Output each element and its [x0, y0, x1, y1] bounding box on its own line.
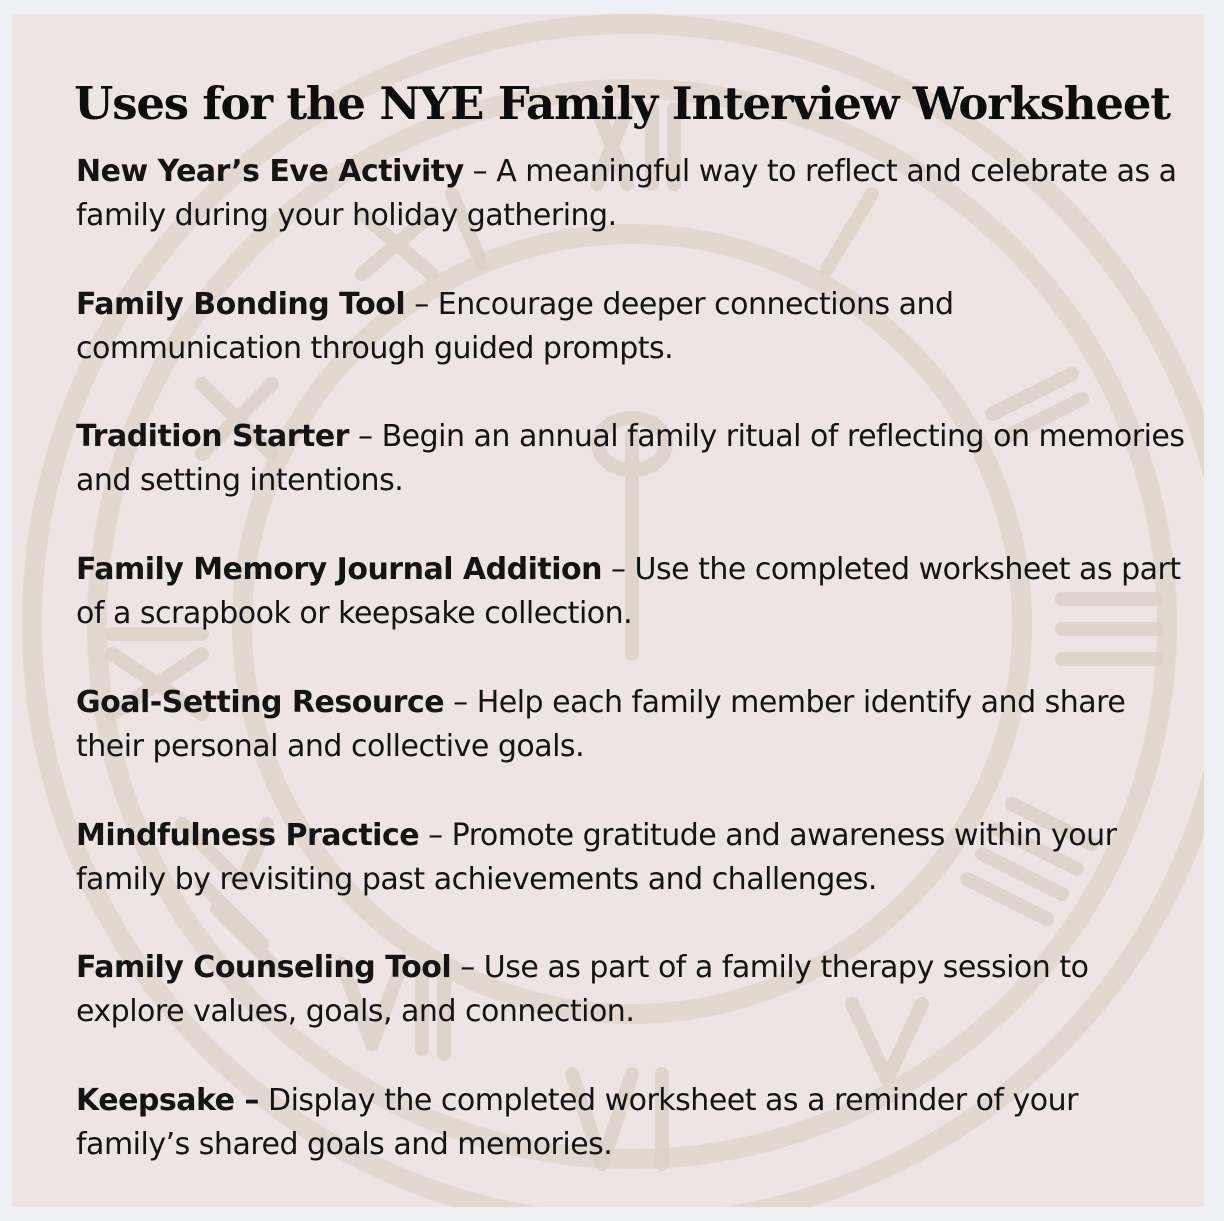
use-item-term: Mindfulness Practice: [76, 818, 420, 853]
use-item-separator: –: [451, 950, 484, 985]
use-item-term: Family Memory Journal Addition: [76, 552, 602, 587]
use-item: [76, 415, 1186, 503]
use-item: [76, 283, 1186, 371]
use-item: [76, 548, 1186, 636]
use-item-term: Family Counseling Tool: [76, 950, 452, 985]
use-item-description: Display the completed worksheet as a reminder of your family’s shared goals and memories.: [76, 1083, 1078, 1162]
use-item-term: Keepsake –: [76, 1083, 259, 1118]
use-item-separator: –: [601, 552, 635, 587]
use-item-separator: –: [405, 287, 438, 322]
use-item: [76, 150, 1186, 238]
worksheet-card: [12, 14, 1204, 1207]
use-item-description: Use the completed worksheet as part of a scrapbook or keepsake collection.: [76, 552, 1181, 631]
use-item-description: Use as part of a family therapy session to explore values, goals, and connection.: [76, 950, 1089, 1029]
use-item: [76, 681, 1186, 769]
use-item: [76, 946, 1186, 1034]
use-item-description: Begin an annual family ritual of reflecting on memories and setting intentions.: [76, 419, 1185, 498]
worksheet-content: [12, 14, 1204, 1207]
use-item-term: Family Bonding Tool: [76, 287, 406, 322]
use-item-separator: –: [463, 154, 497, 189]
use-item: [76, 1079, 1186, 1167]
use-item-description: Encourage deeper connections and communication through guided prompts.: [76, 287, 954, 366]
use-item-term: Tradition Starter: [76, 419, 349, 454]
use-item-description: Help each family member identify and share their personal and collective goals.: [76, 685, 1126, 764]
use-item-description: A meaningful way to reflect and celebrate as a family during your holiday gathering.: [76, 154, 1177, 233]
use-item-description: Promote gratitude and awareness within your family by revisiting past achievements and challenges.: [76, 818, 1117, 897]
use-item-term: New Year’s Eve Activity: [76, 154, 464, 189]
use-item: [76, 814, 1186, 902]
use-item-separator: –: [444, 685, 477, 720]
use-item-term: Goal-Setting Resource: [76, 685, 445, 720]
use-item-separator: –: [419, 818, 452, 853]
use-item-separator: –: [348, 419, 382, 454]
use-item-separator: [259, 1083, 268, 1118]
page-title: Uses for the NYE Family Interview Worksheet: [74, 77, 1170, 130]
